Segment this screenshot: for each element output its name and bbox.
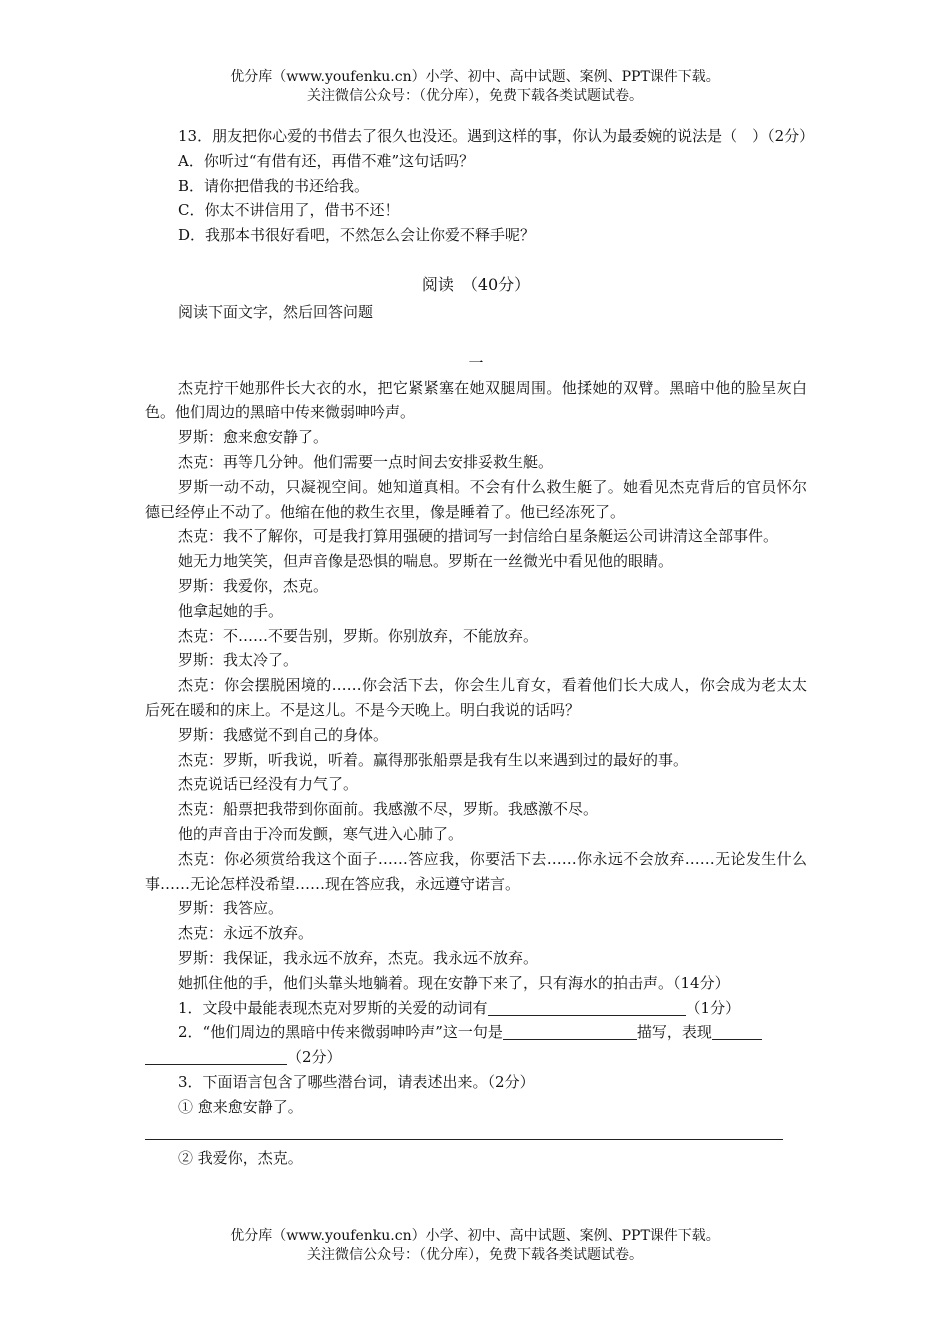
question-13-option-b: B．请你把借我的书还给我。 — [178, 176, 370, 195]
passage-paragraph: 罗斯：我答应。 — [178, 899, 284, 918]
passage-paragraph: 杰克：再等几分钟。他们需要一点时间去安排妥救生艇。 — [178, 452, 554, 471]
question-3-item-2: ② 我爱你，杰克。 — [178, 1149, 303, 1168]
document-body — [145, 124, 815, 1171]
question-2-score: （2分） — [287, 1048, 342, 1067]
footer-line-2: 关注微信公众号：（优分库），免费下载各类试题试卷。 — [307, 1247, 643, 1263]
answer-blank[interactable] — [145, 1048, 287, 1065]
passage-paragraph: 杰克：永远不放弃。 — [178, 924, 314, 943]
passage-paragraph: 杰克：我不了解你，可是我打算用强硬的措词写一封信给白星条艇运公司讲清这全部事件。 — [178, 527, 779, 546]
passage-paragraph: 杰克：船票把我带到你面前。我感激不尽，罗斯。我感激不尽。 — [178, 800, 599, 819]
question-3-item-1: ① 愈来愈安静了。 — [178, 1097, 303, 1116]
page-footer — [0, 1227, 950, 1265]
question-2 — [145, 1020, 807, 1045]
passage-paragraph: 她抓住他的手，他们头靠头地躺着。现在安静下来了，只有海水的拍击声。（14分） — [178, 973, 730, 992]
passage-paragraph: 他的声音由于冷而发颤，寒气进入心肺了。 — [178, 824, 464, 843]
question-13-option-c: C．你太不讲信用了，借书不还！ — [178, 201, 400, 220]
passage-paragraph: 罗斯：我保证，我永远不放弃，杰克。我永远不放弃。 — [178, 948, 539, 967]
passage-paragraph: 罗斯：愈来愈安静了。 — [178, 428, 329, 447]
question-1-score: （1分） — [685, 998, 741, 1017]
reading-section-title: 阅读 （40分） — [421, 274, 531, 294]
answer-blank[interactable] — [712, 1023, 762, 1040]
question-13-stem: 13．朋友把你心爱的书借去了很久也没还。遇到这样的事，你认为最委婉的说法是（ ）（2分） — [178, 127, 815, 145]
passage-paragraph: 罗斯：我爱你，杰克。 — [178, 576, 329, 595]
passage-paragraph: 杰克：不……不要告别，罗斯。你别放弃，不能放弃。 — [178, 626, 539, 645]
passage-paragraph: 杰克说话已经没有力气了。 — [178, 775, 359, 794]
passage-paragraph: 他拿起她的手。 — [178, 601, 284, 620]
question-1-text: 1．文段中最能表现杰克对罗斯的关爱的动词有 — [178, 998, 488, 1017]
passage-paragraph: 杰克拧干她那件长大衣的水，把它紧紧塞在她双腿周围。他揉她的双臂。黑暗中他的脸呈灰白色。他们周边的黑暗中传来微弱呻吟声。 — [145, 378, 807, 422]
passage-number: 一 — [468, 353, 484, 372]
passage-paragraph: 她无力地笑笑，但声音像是恐惧的喘息。罗斯在一丝微光中看见他的眼睛。 — [178, 552, 674, 571]
question-13-option-a: A．你听过“有借有还，再借不难”这句话吗？ — [178, 151, 475, 170]
question-13-option-d: D．我那本书很好看吧，不然怎么会让你爱不释手呢？ — [178, 226, 536, 245]
passage-paragraph: 罗斯：我太冷了。 — [178, 651, 299, 670]
footer-line-1: 优分库（www.youfenku.cn）小学、初中、高中试题、案例、PPT课件下载。 — [230, 1228, 720, 1244]
passage-paragraph: 杰克：你必须赏给我这个面子……答应我，你要活下去……你永远不会放弃……无论发生什么事……无论怎样没希望……现在答应我，永远遵守诺言。 — [145, 849, 807, 893]
question-2-text-part1: 2．“他们周边的黑暗中传来微弱呻吟声”这一句是 — [178, 1023, 503, 1042]
passage-paragraph: 杰克：你会摆脱困境的……你会活下去，你会生儿育女，看着他们长大成人，你会成为老太太后死在暖和的床上。不是这儿。不是今天晚上。明白我说的话吗？ — [145, 676, 807, 719]
header-line-2: 关注微信公众号：（优分库），免费下载各类试题试卷。 — [307, 88, 643, 104]
page-header — [0, 68, 950, 106]
answer-blank[interactable] — [503, 1023, 637, 1040]
question-2-text-part2: 描写，表现 — [636, 1023, 712, 1042]
header-line-1: 优分库（www.youfenku.cn）小学、初中、高中试题、案例、PPT课件下载。 — [230, 69, 720, 85]
reading-instruction: 阅读下面文字，然后回答问题 — [178, 302, 374, 321]
passage-paragraph: 杰克：罗斯，听我说，听着。赢得那张船票是我有生以来遇到过的最好的事。 — [178, 750, 689, 769]
passage-paragraph: 罗斯一动不动，只凝视空间。她知道真相。不会有什么救生艇了。她看见杰克背后的官员怀尔德已经停止不动了。他缩在他的救生衣里，像是睡着了。他已经冻死了。 — [145, 477, 807, 521]
answer-line[interactable] — [145, 1127, 783, 1140]
question-3: 3．下面语言包含了哪些潜台词，请表述出来。（2分） — [178, 1072, 535, 1091]
answer-blank[interactable] — [488, 999, 686, 1016]
question-2-continued — [145, 1045, 807, 1070]
passage-paragraph: 罗斯：我感觉不到自己的身体。 — [178, 725, 389, 744]
question-1 — [145, 996, 807, 1021]
